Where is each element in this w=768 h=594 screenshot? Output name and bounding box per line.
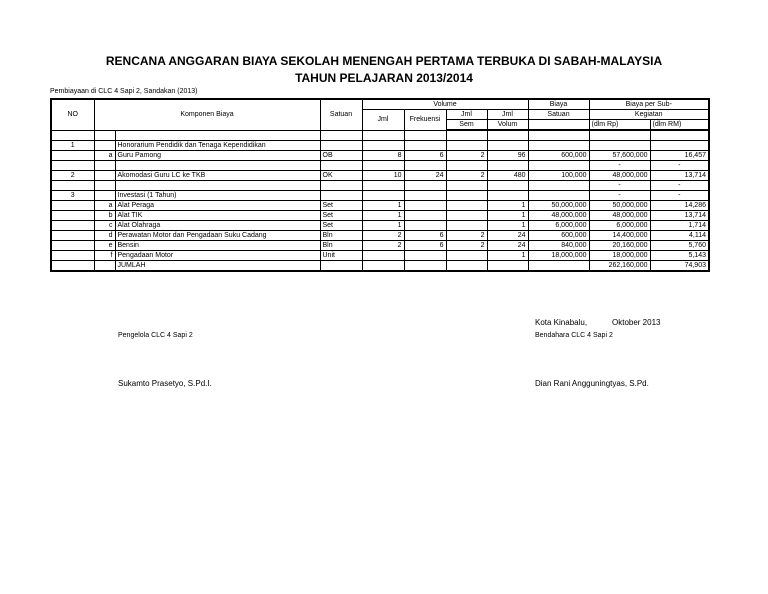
row-dlm-rp: - — [589, 161, 650, 171]
row-dlm-rm: - — [650, 161, 709, 171]
header-row-1 — [51, 99, 709, 110]
financing-note: Pembiayaan di CLC 4 Sapi 2, Sandakan (2013) — [50, 88, 198, 95]
header-sem: Sem — [446, 120, 487, 131]
row-frekuensi — [404, 181, 446, 191]
row-biaya-satuan: 6,000,000 — [528, 221, 589, 231]
row-sem — [446, 130, 487, 141]
header-frekuensi: Frekuensi — [404, 110, 446, 131]
row-jml: 2 — [362, 231, 404, 241]
row-sem — [446, 251, 487, 261]
table-row — [51, 241, 709, 251]
row-satuan: Set — [320, 211, 362, 221]
row-dlm-rp: 57,600,000 — [589, 151, 650, 161]
row-komponen: Honorarium Pendidik dan Tenaga Kependidikan — [115, 141, 320, 151]
budget-rows — [51, 130, 709, 261]
header-empty — [528, 120, 589, 131]
row-volum: 24 — [487, 231, 528, 241]
row-komponen — [115, 130, 320, 141]
row-sub — [94, 161, 115, 171]
row-frekuensi — [404, 201, 446, 211]
row-dlm-rp: - — [589, 181, 650, 191]
row-jml: 1 — [362, 201, 404, 211]
row-volum — [487, 161, 528, 171]
row-sem — [446, 181, 487, 191]
row-komponen: Guru Pamong — [115, 151, 320, 161]
row-dlm-rp — [589, 141, 650, 151]
row-komponen: Akomodasi Guru LC ke TKB — [115, 171, 320, 181]
row-volum: 1 — [487, 221, 528, 231]
row-volum: 1 — [487, 201, 528, 211]
header-biaya: Biaya — [528, 99, 589, 110]
row-komponen — [115, 181, 320, 191]
table-row — [51, 141, 709, 151]
row-biaya-satuan — [528, 181, 589, 191]
header-jml-sem: Jml — [446, 110, 487, 120]
row-sem: 2 — [446, 151, 487, 161]
row-biaya-satuan — [528, 161, 589, 171]
row-jml — [362, 251, 404, 261]
row-volum — [487, 130, 528, 141]
header-satuan: Satuan — [320, 99, 362, 130]
header-volume: Volume — [362, 99, 528, 110]
row-satuan: Set — [320, 201, 362, 211]
row-sub — [94, 141, 115, 151]
row-frekuensi — [404, 161, 446, 171]
row-biaya-satuan: 840,000 — [528, 241, 589, 251]
row-frekuensi — [404, 191, 446, 201]
header-biaya-satuan: Satuan — [528, 110, 589, 120]
row-jml: 10 — [362, 171, 404, 181]
row-dlm-rm: 13,714 — [650, 171, 709, 181]
row-sem: 2 — [446, 241, 487, 251]
total-rp: 262,160,000 — [589, 261, 650, 272]
table-row — [51, 161, 709, 171]
row-dlm-rm: - — [650, 191, 709, 201]
total-rm: 74,903 — [650, 261, 709, 272]
row-biaya-satuan — [528, 130, 589, 141]
row-satuan — [320, 141, 362, 151]
row-biaya-satuan: 50,000,000 — [528, 201, 589, 211]
row-volum: 24 — [487, 241, 528, 251]
table-row — [51, 201, 709, 211]
row-volum: 1 — [487, 251, 528, 261]
row-no — [51, 251, 94, 261]
row-satuan — [320, 181, 362, 191]
budget-table — [50, 98, 710, 272]
header-dlm-rp: (dlm Rp) — [589, 120, 650, 131]
total-satuan — [320, 261, 362, 272]
header-no: NO — [51, 99, 94, 130]
row-dlm-rm: 5,760 — [650, 241, 709, 251]
document-subtitle-year: TAHUN PELAJARAN 2013/2014 — [295, 71, 473, 85]
right-name: Dian Rani Angguningtyas, S.Pd. — [535, 379, 649, 388]
row-dlm-rm: - — [650, 181, 709, 191]
row-volum: 1 — [487, 211, 528, 221]
total-label: JUMLAH — [115, 261, 320, 272]
row-volum — [487, 141, 528, 151]
row-dlm-rp — [589, 130, 650, 141]
row-frekuensi: 6 — [404, 241, 446, 251]
row-frekuensi — [404, 141, 446, 151]
table-row — [51, 181, 709, 191]
row-dlm-rm: 14,286 — [650, 201, 709, 211]
row-jml: 1 — [362, 211, 404, 221]
header-biaya-per: Biaya per Sub- — [589, 99, 709, 110]
row-sub — [94, 181, 115, 191]
row-no: 3 — [51, 191, 94, 201]
table-row — [51, 171, 709, 181]
row-satuan: Unit — [320, 251, 362, 261]
table-row — [51, 151, 709, 161]
row-no — [51, 181, 94, 191]
total-no — [51, 261, 94, 272]
row-sub: b — [94, 211, 115, 221]
row-no: 2 — [51, 171, 94, 181]
row-dlm-rm: 4,114 — [650, 231, 709, 241]
total-frek — [404, 261, 446, 272]
row-satuan: Bln — [320, 231, 362, 241]
table-row — [51, 221, 709, 231]
row-jml — [362, 191, 404, 201]
row-jml — [362, 161, 404, 171]
table-row — [51, 191, 709, 201]
row-biaya-satuan — [528, 191, 589, 201]
left-name: Sukamto Prasetyo, S.Pd.I. — [118, 379, 212, 388]
row-sem — [446, 141, 487, 151]
header-volum: Volum — [487, 120, 528, 131]
row-dlm-rp: 20,160,000 — [589, 241, 650, 251]
row-no — [51, 241, 94, 251]
total-sub — [94, 261, 115, 272]
row-satuan — [320, 130, 362, 141]
row-frekuensi — [404, 251, 446, 261]
row-no — [51, 130, 94, 141]
row-biaya-satuan: 48,000,000 — [528, 211, 589, 221]
row-dlm-rp: 48,000,000 — [589, 171, 650, 181]
document-title: RENCANA ANGGARAN BIAYA SEKOLAH MENENGAH PERTAMA TERBUKA DI SABAH-MALAYSIA — [105, 54, 663, 68]
row-frekuensi: 24 — [404, 171, 446, 181]
row-no — [51, 201, 94, 211]
row-biaya-satuan: 600,000 — [528, 231, 589, 241]
row-komponen: Bensin — [115, 241, 320, 251]
row-dlm-rp: 14,400,000 — [589, 231, 650, 241]
header-komponen: Komponen Biaya — [94, 99, 320, 130]
row-dlm-rm: 16,457 — [650, 151, 709, 161]
row-biaya-satuan: 18,000,000 — [528, 251, 589, 261]
row-jml — [362, 181, 404, 191]
header-dlm-rm: (dlm RM) — [650, 120, 709, 131]
row-volum — [487, 181, 528, 191]
row-komponen: Alat Olahraga — [115, 221, 320, 231]
right-role: Bendahara CLC 4 Sapi 2 — [535, 332, 613, 339]
row-dlm-rm: 1,714 — [650, 221, 709, 231]
row-no — [51, 151, 94, 161]
table-row — [51, 251, 709, 261]
row-satuan: OK — [320, 171, 362, 181]
row-dlm-rp: 50,000,000 — [589, 201, 650, 211]
row-jml — [362, 141, 404, 151]
row-sub: a — [94, 201, 115, 211]
row-no — [51, 231, 94, 241]
row-frekuensi: 6 — [404, 151, 446, 161]
row-komponen: Pengadaan Motor — [115, 251, 320, 261]
row-dlm-rm: 13,714 — [650, 211, 709, 221]
row-satuan: Bln — [320, 241, 362, 251]
row-jml — [362, 130, 404, 141]
row-komponen: Perawatan Motor dan Pengadaan Suku Cadang — [115, 231, 320, 241]
total-row — [51, 261, 709, 272]
row-volum: 480 — [487, 171, 528, 181]
row-biaya-satuan — [528, 141, 589, 151]
row-sem: 2 — [446, 231, 487, 241]
row-frekuensi: 6 — [404, 231, 446, 241]
signature-month-year: Oktober 2013 — [612, 318, 661, 327]
row-frekuensi — [404, 211, 446, 221]
header-jml: Jml — [362, 110, 404, 131]
row-biaya-satuan: 600,000 — [528, 151, 589, 161]
table-row — [51, 130, 709, 141]
row-no — [51, 221, 94, 231]
row-sub: a — [94, 151, 115, 161]
total-vol — [487, 261, 528, 272]
row-sub: e — [94, 241, 115, 251]
row-sem — [446, 161, 487, 171]
row-volum — [487, 191, 528, 201]
row-dlm-rp: - — [589, 191, 650, 201]
row-dlm-rp: 6,000,000 — [589, 221, 650, 231]
row-komponen: Alat TIK — [115, 211, 320, 221]
row-komponen — [115, 161, 320, 171]
row-komponen: Alat Peraga — [115, 201, 320, 211]
row-komponen: Investasi (1 Tahun) — [115, 191, 320, 201]
row-dlm-rp: 48,000,000 — [589, 211, 650, 221]
row-sub: f — [94, 251, 115, 261]
total-jml — [362, 261, 404, 272]
row-no: 1 — [51, 141, 94, 151]
row-sub — [94, 191, 115, 201]
row-sem — [446, 221, 487, 231]
row-sem: 2 — [446, 171, 487, 181]
row-sub: d — [94, 231, 115, 241]
row-sem — [446, 201, 487, 211]
row-sub: c — [94, 221, 115, 231]
row-jml: 2 — [362, 241, 404, 251]
row-satuan — [320, 191, 362, 201]
row-biaya-satuan: 100,000 — [528, 171, 589, 181]
row-dlm-rm — [650, 141, 709, 151]
signature-place: Kota Kinabalu, — [535, 318, 588, 327]
row-satuan: OB — [320, 151, 362, 161]
row-dlm-rm: 5,143 — [650, 251, 709, 261]
table-row — [51, 211, 709, 221]
row-volum: 96 — [487, 151, 528, 161]
row-sub — [94, 171, 115, 181]
row-satuan: Set — [320, 221, 362, 231]
table-row — [51, 231, 709, 241]
row-sem — [446, 191, 487, 201]
row-dlm-rm — [650, 130, 709, 141]
header-kegiatan: Kegiatan — [589, 110, 709, 120]
row-frekuensi — [404, 221, 446, 231]
row-jml: 8 — [362, 151, 404, 161]
row-jml: 1 — [362, 221, 404, 231]
left-role: Pengelola CLC 4 Sapi 2 — [118, 332, 193, 339]
row-sem — [446, 211, 487, 221]
row-satuan — [320, 161, 362, 171]
row-no — [51, 161, 94, 171]
row-frekuensi — [404, 130, 446, 141]
total-sem — [446, 261, 487, 272]
row-no — [51, 211, 94, 221]
row-dlm-rp: 18,000,000 — [589, 251, 650, 261]
total-biaya — [528, 261, 589, 272]
header-jml-vol: Jml — [487, 110, 528, 120]
row-sub — [94, 130, 115, 141]
